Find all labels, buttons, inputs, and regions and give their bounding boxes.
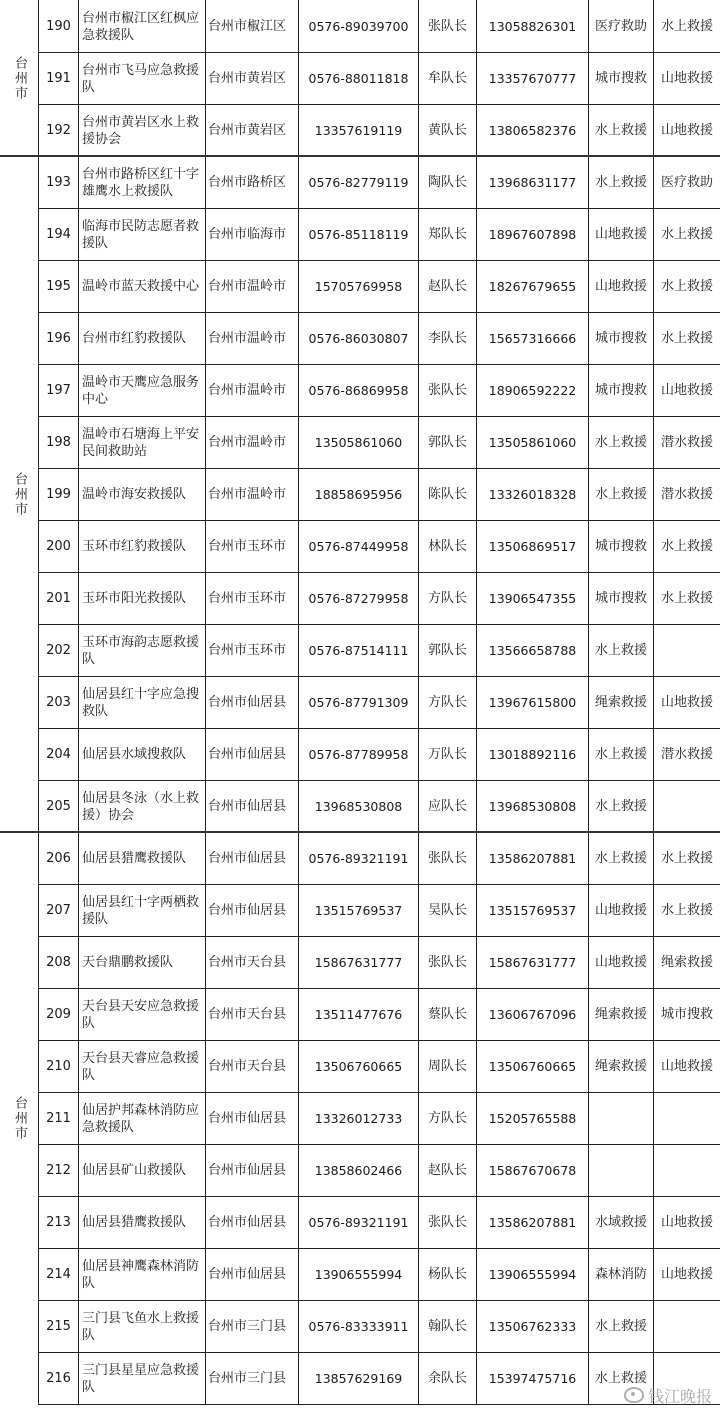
team-leader: 方队长	[427, 591, 467, 606]
team-name: 台州市红豹救援队	[82, 331, 187, 346]
team-name: 台州市椒江区红枫应急救援队	[82, 10, 200, 43]
leader-mobile: 15657316666	[488, 331, 577, 346]
team-leader: 吴队长	[427, 903, 467, 918]
team-area: 台州市黄岩区	[208, 71, 287, 86]
capability-primary: 森林消防	[594, 1267, 647, 1282]
capability-secondary: 水上救援	[660, 227, 713, 242]
row-number: 206	[46, 851, 71, 866]
row-number: 211	[46, 1111, 71, 1126]
capability-secondary: 水上救援	[660, 331, 713, 346]
capability-secondary: 水上救援	[660, 851, 713, 866]
row-number: 198	[46, 435, 71, 450]
leader-mobile: 15867670678	[488, 1163, 577, 1178]
capability-secondary: 山地救援	[660, 123, 713, 138]
team-name: 温岭市蓝天救援中心	[82, 279, 200, 294]
leader-mobile: 13357670777	[488, 71, 577, 86]
team-leader: 郑队长	[427, 227, 467, 242]
capability-secondary	[654, 1301, 720, 1352]
team-area: 台州市椒江区	[208, 19, 287, 34]
leader-mobile: 18267679655	[488, 279, 577, 294]
row-number: 197	[46, 383, 71, 398]
capability-secondary: 水上救援	[660, 539, 713, 554]
capability-secondary: 山地救援	[660, 383, 713, 398]
team-area: 台州市三门县	[208, 1319, 287, 1334]
capability-primary: 水上救援	[594, 175, 647, 190]
office-phone: 0576-87789958	[308, 747, 409, 762]
team-area: 台州市仙居县	[208, 903, 287, 918]
team-name: 天台县天睿应急救援队	[82, 1050, 200, 1083]
office-phone: 13906555994	[314, 1267, 403, 1282]
team-area: 台州市路桥区	[208, 175, 287, 190]
team-name: 天台县天安应急救援队	[82, 998, 200, 1031]
row-number: 205	[46, 799, 71, 814]
capability-primary: 绳索救援	[594, 1007, 647, 1022]
row-number: 209	[46, 1007, 71, 1022]
capability-primary: 水上救援	[594, 435, 647, 450]
row-number: 208	[46, 955, 71, 970]
capability-secondary: 水上救援	[660, 279, 713, 294]
row-number: 199	[46, 487, 71, 502]
team-leader: 方队长	[427, 1111, 467, 1126]
team-area: 台州市玉环市	[208, 591, 287, 606]
office-phone: 13857629169	[314, 1371, 403, 1386]
capability-primary: 城市搜救	[594, 331, 647, 346]
row-number: 202	[46, 643, 71, 658]
leader-mobile: 18967607898	[488, 227, 577, 242]
capability-primary	[589, 1145, 653, 1196]
team-leader: 蔡队长	[427, 1007, 467, 1022]
capability-primary: 山地救援	[594, 279, 647, 294]
capability-primary: 绳索救援	[594, 1059, 647, 1074]
leader-mobile: 13586207881	[488, 851, 577, 866]
team-leader: 杨队长	[427, 1267, 467, 1282]
capability-primary: 水上救援	[594, 851, 647, 866]
row-number: 200	[46, 539, 71, 554]
row-number: 201	[46, 591, 71, 606]
row-number: 210	[46, 1059, 71, 1074]
team-leader: 应队长	[427, 799, 467, 814]
team-name: 临海市民防志愿者救援队	[82, 218, 200, 251]
office-phone: 13326012733	[314, 1111, 403, 1126]
capability-secondary	[654, 625, 720, 676]
capability-primary: 水上救援	[594, 799, 647, 814]
leader-mobile: 13506869517	[488, 539, 577, 554]
team-area: 台州市天台县	[208, 955, 287, 970]
capability-primary: 山地救援	[594, 903, 647, 918]
row-number: 191	[46, 71, 71, 86]
leader-mobile: 13326018328	[488, 487, 577, 502]
capability-secondary: 潜水救援	[660, 747, 713, 762]
capability-secondary: 山地救援	[660, 695, 713, 710]
leader-mobile: 13515769537	[488, 903, 577, 918]
capability-secondary: 潜水救援	[660, 487, 713, 502]
team-name: 三门县飞鱼水上救援队	[82, 1310, 200, 1343]
capability-primary: 水域救援	[594, 1215, 647, 1230]
capability-primary: 山地救援	[594, 955, 647, 970]
team-name: 仙居县红十字两栖救援队	[82, 894, 200, 927]
city-label: 台州市	[12, 1095, 27, 1141]
team-area: 台州市温岭市	[208, 487, 287, 502]
capability-primary: 城市搜救	[594, 71, 647, 86]
city-label: 台州市	[12, 55, 27, 101]
leader-mobile: 13506762333	[488, 1319, 577, 1334]
office-phone: 13357619119	[314, 123, 403, 138]
capability-primary: 水上救援	[594, 643, 647, 658]
team-leader: 牟队长	[427, 71, 467, 86]
office-phone: 0576-83333911	[308, 1319, 409, 1334]
capability-primary: 绳索救援	[594, 695, 647, 710]
capability-secondary	[654, 781, 720, 832]
team-area: 台州市天台县	[208, 1059, 287, 1074]
team-name: 台州市黄岩区水上救援协会	[82, 114, 200, 147]
team-leader: 赵队长	[427, 279, 467, 294]
office-phone: 13506760665	[314, 1059, 403, 1074]
office-phone: 0576-87791309	[308, 695, 409, 710]
team-leader: 余队长	[427, 1371, 467, 1386]
office-phone: 13511477676	[314, 1007, 403, 1022]
row-number: 215	[46, 1319, 71, 1334]
team-area: 台州市仙居县	[208, 1267, 287, 1282]
team-name: 仙居县猎鹰救援队	[82, 851, 187, 866]
office-phone: 15867631777	[314, 955, 403, 970]
office-phone: 0576-86030807	[308, 331, 409, 346]
leader-mobile: 15397475716	[488, 1371, 577, 1386]
team-area: 台州市仙居县	[208, 1215, 287, 1230]
leader-mobile: 13018892116	[488, 747, 577, 762]
office-phone: 18858695956	[314, 487, 403, 502]
team-area: 台州市玉环市	[208, 539, 287, 554]
office-phone: 0576-87449958	[308, 539, 409, 554]
team-leader: 黄队长	[427, 123, 467, 138]
leader-mobile: 13968530808	[488, 799, 577, 814]
team-name: 仙居护邦森林消防应急救援队	[82, 1102, 200, 1135]
row-number: 212	[46, 1163, 71, 1178]
office-phone: 13968530808	[314, 799, 403, 814]
team-area: 台州市仙居县	[208, 851, 287, 866]
leader-mobile: 13506760665	[488, 1059, 577, 1074]
leader-mobile: 15867631777	[488, 955, 577, 970]
capability-secondary: 水上救援	[660, 19, 713, 34]
capability-secondary: 山地救援	[660, 1267, 713, 1282]
team-area: 台州市天台县	[208, 1007, 287, 1022]
team-name: 温岭市天鹰应急服务中心	[82, 374, 200, 407]
row-number: 216	[46, 1371, 71, 1386]
team-area: 台州市温岭市	[208, 383, 287, 398]
row-number: 204	[46, 747, 71, 762]
capability-secondary: 山地救援	[660, 1215, 713, 1230]
leader-mobile: 13968631177	[488, 175, 577, 190]
team-name: 温岭市石塘海上平安民间救助站	[82, 426, 200, 459]
team-name: 玉环市阳光救援队	[82, 591, 187, 606]
row-number: 194	[46, 227, 71, 242]
team-name: 仙居县神鹰森林消防队	[82, 1258, 200, 1291]
office-phone: 13858602466	[314, 1163, 403, 1178]
capability-secondary: 绳索救援	[660, 955, 713, 970]
leader-mobile: 15205765588	[488, 1111, 577, 1126]
leader-mobile: 13906555994	[488, 1267, 577, 1282]
team-area: 台州市温岭市	[208, 279, 287, 294]
capability-secondary: 城市搜救	[660, 1007, 713, 1022]
office-phone: 0576-89321191	[308, 1215, 409, 1230]
team-area: 台州市仙居县	[208, 1111, 287, 1126]
team-leader: 陶队长	[427, 175, 467, 190]
capability-secondary: 山地救援	[660, 1059, 713, 1074]
team-leader: 郭队长	[427, 435, 467, 450]
leader-mobile: 18906592222	[488, 383, 577, 398]
team-leader: 赵队长	[427, 1163, 467, 1178]
leader-mobile: 13906547355	[488, 591, 577, 606]
leader-mobile: 13967615800	[488, 695, 577, 710]
weibo-icon	[624, 1387, 644, 1403]
team-name: 仙居县冬泳（水上救援）协会	[82, 790, 200, 823]
capability-primary: 水上救援	[594, 1319, 647, 1334]
capability-secondary: 医疗救助	[660, 175, 713, 190]
office-phone: 0576-87514111	[308, 643, 409, 658]
team-leader: 周队长	[427, 1059, 467, 1074]
team-name: 玉环市红豹救援队	[82, 539, 187, 554]
capability-primary: 水上救援	[594, 123, 647, 138]
team-name: 台州市路桥区红十字雄鹰水上救援队	[82, 166, 200, 199]
team-leader: 张队长	[427, 383, 467, 398]
team-area: 台州市玉环市	[208, 643, 287, 658]
capability-primary: 水上救援	[594, 747, 647, 762]
office-phone: 0576-87279958	[308, 591, 409, 606]
capability-primary: 城市搜救	[594, 539, 647, 554]
capability-primary: 城市搜救	[594, 383, 647, 398]
row-number: 213	[46, 1215, 71, 1230]
team-name: 三门县星星应急救援队	[82, 1362, 200, 1395]
office-phone: 13505861060	[314, 435, 403, 450]
team-name: 台州市飞马应急救援队	[82, 62, 200, 95]
leader-mobile: 13586207881	[488, 1215, 577, 1230]
team-leader: 张队长	[427, 955, 467, 970]
capability-secondary: 潜水救援	[660, 435, 713, 450]
row-number: 195	[46, 279, 71, 294]
watermark-text: 钱江晚报	[647, 1386, 712, 1406]
team-area: 台州市仙居县	[208, 695, 287, 710]
row-number: 192	[46, 123, 71, 138]
watermark	[624, 1383, 712, 1407]
team-leader: 万队长	[427, 747, 467, 762]
team-leader: 翰队长	[427, 1319, 467, 1334]
team-name: 仙居县矿山救援队	[82, 1163, 187, 1178]
team-leader: 方队长	[427, 695, 467, 710]
leader-mobile: 13606767096	[488, 1007, 577, 1022]
team-area: 台州市仙居县	[208, 1163, 287, 1178]
team-leader: 陈队长	[427, 487, 467, 502]
row-number: 214	[46, 1267, 71, 1282]
capability-primary: 山地救援	[594, 227, 647, 242]
office-phone: 0576-86869958	[308, 383, 409, 398]
leader-mobile: 13806582376	[488, 123, 577, 138]
row-number: 203	[46, 695, 71, 710]
team-name: 玉环市海韵志愿救援队	[82, 634, 200, 667]
team-name: 仙居县红十字应急搜救队	[82, 686, 200, 719]
team-name: 温岭市海安救援队	[82, 487, 187, 502]
team-area: 台州市仙居县	[208, 747, 287, 762]
capability-secondary: 水上救援	[660, 903, 713, 918]
team-area: 台州市温岭市	[208, 435, 287, 450]
office-phone: 0576-82779119	[308, 175, 409, 190]
leader-mobile: 13058826301	[488, 19, 577, 34]
row-number: 207	[46, 903, 71, 918]
team-leader: 李队长	[427, 331, 467, 346]
capability-secondary: 水上救援	[660, 591, 713, 606]
team-leader: 张队长	[427, 851, 467, 866]
team-name: 仙居县猎鹰救援队	[82, 1215, 187, 1230]
row-number: 193	[46, 175, 71, 190]
city-label: 台州市	[12, 471, 27, 517]
row-number: 190	[46, 19, 71, 34]
team-area: 台州市温岭市	[208, 331, 287, 346]
office-phone: 0576-85118119	[308, 227, 409, 242]
capability-primary: 医疗救助	[594, 19, 647, 34]
team-area: 台州市黄岩区	[208, 123, 287, 138]
office-phone: 0576-89321191	[308, 851, 409, 866]
capability-primary: 水上救援	[594, 487, 647, 502]
row-number: 196	[46, 331, 71, 346]
team-area: 台州市临海市	[208, 227, 287, 242]
capability-primary: 水上救援	[594, 1371, 647, 1386]
team-leader: 林队长	[427, 539, 467, 554]
capability-secondary	[654, 1145, 720, 1196]
capability-secondary: 山地救援	[660, 71, 713, 86]
capability-primary	[589, 1093, 653, 1144]
team-leader: 郭队长	[427, 643, 467, 658]
office-phone: 13515769537	[314, 903, 403, 918]
office-phone: 15705769958	[314, 279, 403, 294]
team-leader: 张队长	[427, 1215, 467, 1230]
capability-primary: 城市搜救	[594, 591, 647, 606]
leader-mobile: 13566658788	[488, 643, 577, 658]
team-name: 天台鼎鹏救援队	[82, 955, 174, 970]
team-area: 台州市三门县	[208, 1371, 287, 1386]
office-phone: 0576-88011818	[308, 71, 409, 86]
team-leader: 张队长	[427, 19, 467, 34]
leader-mobile: 13505861060	[488, 435, 577, 450]
team-name: 仙居县水域搜救队	[82, 747, 187, 762]
office-phone: 0576-89039700	[308, 19, 409, 34]
team-area: 台州市仙居县	[208, 799, 287, 814]
capability-secondary	[654, 1093, 720, 1144]
